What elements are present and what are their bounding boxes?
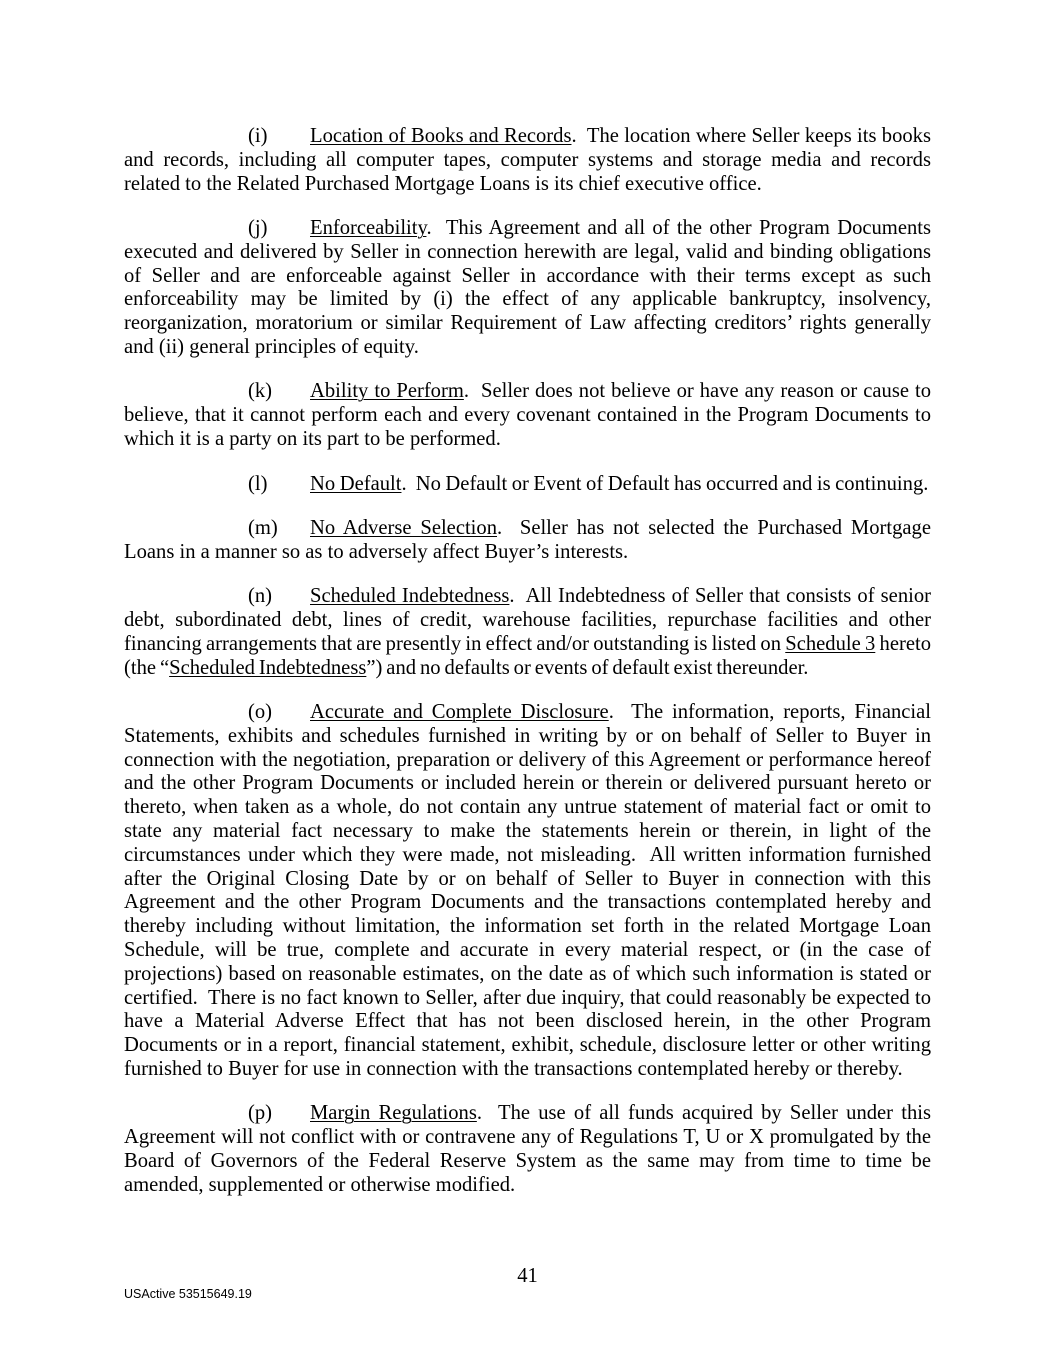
section-k — [124, 380, 937, 451]
section-label: (l) — [248, 472, 268, 495]
section-body: . This Agreement and all of the other Program Documents executed and delivered by Seller in connection herewith are legal, valid and binding obligations of Seller and are enforceable against Seller in accordance with their terms except as such enforceability may be limited by (i) the effect of any applicable bankruptcy, insolvency, reorganization, moratorium or similar Requirement of Law affecting creditors’ rights generally and (ii) general principles of equity. — [124, 217, 937, 359]
section-label: (m) — [248, 516, 278, 539]
section-body: . Seller has not selected the Purchased Mortgage Loans in a manner so as to adversely affect Buyer’s interests. — [124, 516, 937, 563]
section-label: (n) — [248, 585, 273, 608]
section-label: (p) — [248, 1102, 273, 1125]
section-label: (j) — [248, 217, 268, 240]
section-n — [124, 585, 935, 680]
section-heading: Accurate and Complete Disclosure — [310, 701, 609, 724]
section-o — [124, 701, 937, 1082]
page-number: 41 — [517, 1265, 538, 1287]
section-body: . Seller does not believe or have any reason or cause to believe, that it cannot perform each and every covenant contained in the Program Documents to which it is a party on its part to be performed. — [124, 380, 937, 451]
section-body: . The use of all funds acquired by Seller under this Agreement will not conflict with or contravene any of Regulations T, U or X promulgated by the Board of Governors of the Federal Reserve System as the same may from time to time be amended, supplemented or otherwise modified. — [124, 1102, 937, 1196]
defined-term: Scheduled Indebtedness — [169, 656, 367, 679]
section-heading: No Adverse Selection — [310, 516, 497, 539]
section-heading: Ability to Perform — [310, 380, 464, 403]
section-heading: Location of Books and Records — [310, 125, 572, 147]
document-id-footer: USActive 53515649.19 — [124, 1287, 252, 1301]
section-body: . All Indebtedness of Seller that consists of senior debt, subordinated debt, lines of credit, warehouse facilities, repurchase facilities and other financing arrangements that are presently in effect and/or outstanding is listed on — [124, 585, 935, 655]
section-l — [124, 473, 931, 497]
section-body-continued: hereto (the “ — [124, 632, 935, 679]
section-i — [124, 125, 937, 196]
section-label: (o) — [248, 701, 273, 724]
section-label: (i) — [248, 125, 268, 147]
section-j — [124, 217, 937, 360]
section-body-end: ”) and no defaults or events of default exist thereunder. — [366, 656, 809, 679]
section-heading: Scheduled Indebtedness — [310, 585, 510, 608]
document-body — [124, 125, 937, 1218]
section-body: . The location where Seller keeps its books and records, including all computer tapes, computer systems and storage media and records related to the Related Purchased Mortgage Loans is its chief executive office. — [124, 125, 937, 195]
schedule-reference: Schedule 3 — [785, 632, 876, 655]
section-heading: Enforceability — [310, 217, 427, 240]
section-label: (k) — [248, 380, 273, 403]
section-body: . The information, reports, Financial Statements, exhibits and schedules furnished in writing by or on behalf of Seller to Buyer in connection with the negotiation, preparation or delivery of this Agreement or performance hereof and the other Program Documents or included herein or therein or delivered pursuant hereto or thereto, when taken as a whole, do not contain any untrue statement of material fact or omit to state any material fact necessary to make the statements herein or therein, in light of the circumstances under which they were made, not misleading. All written information furnished after the Original Closing Date by or on behalf of Seller to Buyer in connection with this Agreement and the other Program Documents and the transactions contemplated hereby and thereby including without limitation, the information set forth in the related Mortgage Loan Schedule, will be true, complete and accurate in every material respect, or (in the case of projections) based on reasonable estimates, on the date as of which such information is stated or certified. There is no fact known to Seller, after due inquiry, that could reasonably be expected to have a Material Adverse Effect that has not been disclosed herein, in the other Program Documents or in a report, financial statement, exhibit, schedule, disclosure letter or other writing furnished to Buyer for use in connection with the transactions contemplated hereby or thereby. — [124, 701, 937, 1081]
section-body: . No Default or Event of Default has occurred and is continuing. — [401, 472, 929, 495]
section-heading: No Default — [310, 472, 402, 495]
section-p — [124, 1102, 937, 1197]
section-heading: Margin Regulations — [310, 1102, 477, 1125]
section-m — [124, 516, 937, 565]
